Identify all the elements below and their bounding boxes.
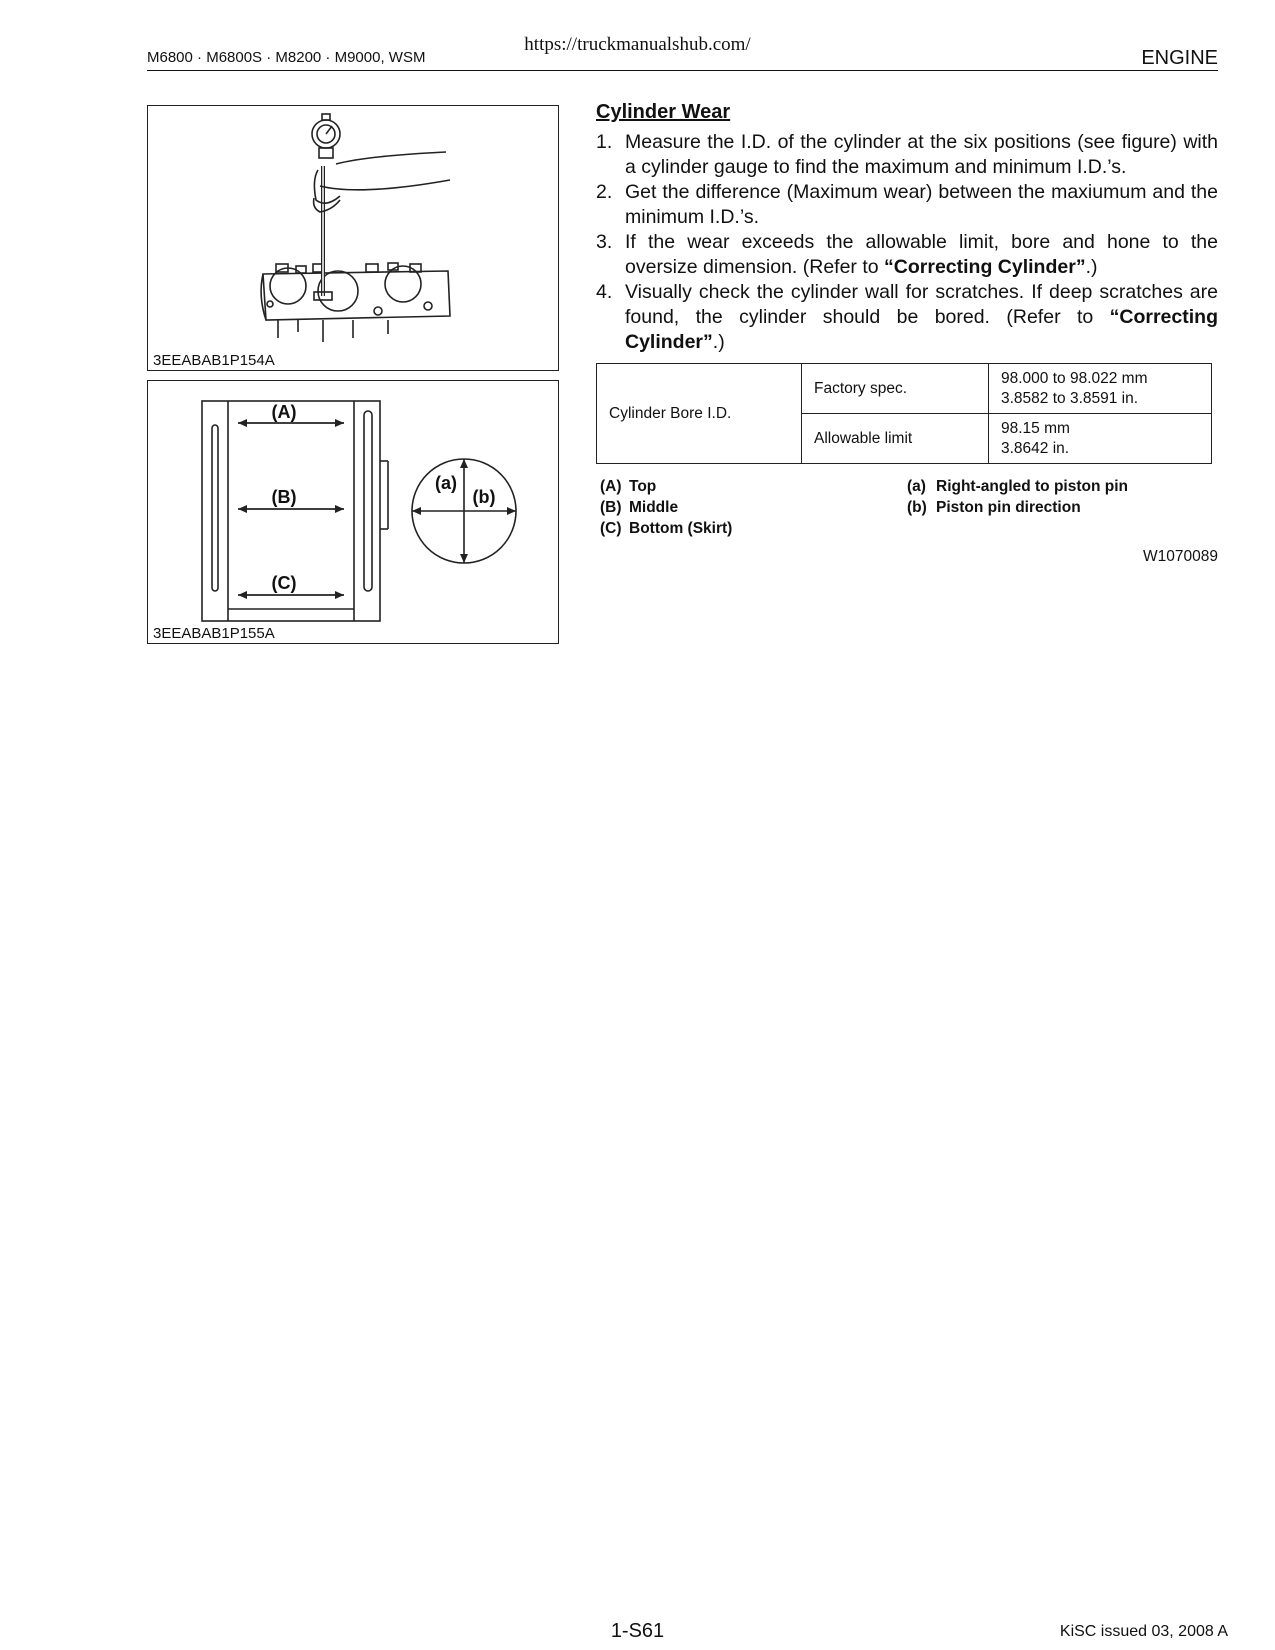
header-rule: [147, 70, 1218, 71]
document-code: W1070089: [1143, 548, 1218, 565]
figure-cylinder-gauge: [147, 105, 559, 371]
spec-value-mm: 98.000 to 98.022 mm: [1001, 369, 1148, 387]
label-position-c: (C): [271, 573, 297, 593]
legend-directions: [907, 476, 1128, 518]
spec-value-in: 3.8582 to 3.8591 in.: [1001, 389, 1139, 407]
legend-key: (b): [907, 499, 927, 516]
cylinder-gauge-illustration: [148, 106, 558, 370]
spec-label-limit: Allowable limit: [802, 414, 989, 464]
section-heading: Cylinder Wear: [596, 101, 731, 123]
spec-value-in: 3.8642 in.: [1001, 439, 1070, 457]
legend-positions: [600, 476, 732, 539]
legend-text: Bottom (Skirt): [629, 520, 733, 537]
legend-key: (C): [600, 520, 622, 537]
page-number: 1-S61: [610, 1620, 665, 1642]
step-text: Get the difference (Maximum wear) between the maxiumum and the minimum I.D.’s.: [625, 181, 1218, 228]
step-text: Visually check the cylinder wall for scratches. If deep scratches are found, the cylinder should be bored. (Refer to: [625, 281, 1218, 328]
figure-caption: 3EEABAB1P154A: [153, 352, 275, 369]
step-text-tail: .): [1085, 256, 1098, 278]
legend-item: [907, 497, 1128, 518]
procedure-step: [596, 280, 1218, 355]
legend-text: Right-angled to piston pin: [936, 478, 1128, 495]
legend-key: (a): [907, 478, 926, 495]
figure-caption: 3EEABAB1P155A: [153, 625, 275, 642]
legend-key: (A): [600, 478, 622, 495]
spec-item: Cylinder Bore I.D.: [597, 364, 802, 464]
legend-item: [600, 518, 732, 539]
spec-value-factory: [989, 364, 1212, 414]
figure-measurement-positions: [147, 380, 559, 644]
step-number: 1.: [596, 131, 613, 153]
step-text: Measure the I.D. of the cylinder at the six positions (see figure) with a cylinder gauge to find the maximum and minimum I.D.’s.: [625, 131, 1218, 178]
procedure-step: [596, 130, 1218, 180]
section-title: ENGINE: [1141, 47, 1218, 69]
manual-models: M6800 · M6800S · M8200 · M9000, WSM: [147, 49, 426, 66]
step-text-tail: .): [712, 331, 725, 353]
step-text: If the wear exceeds the allowable limit, bore and hone to the oversize dimension. (Refer to: [625, 231, 1218, 278]
legend-text: Middle: [629, 499, 679, 516]
step-number: 2.: [596, 181, 613, 203]
label-direction-a: (a): [435, 473, 457, 493]
procedure-step: [596, 180, 1218, 230]
legend-text: Top: [629, 478, 657, 495]
source-url: https://truckmanualshub.com/: [524, 34, 751, 55]
spec-value-mm: 98.15 mm: [1001, 419, 1070, 437]
legend-item: [907, 476, 1128, 497]
label-direction-b: (b): [472, 487, 496, 507]
legend-item: [600, 476, 732, 497]
label-position-b: (B): [271, 487, 297, 507]
legend-key: (B): [600, 499, 622, 516]
label-position-a: (A): [271, 402, 297, 422]
measurement-positions-diagram: [148, 381, 558, 643]
spec-label-factory: Factory spec.: [802, 364, 989, 414]
step-number: 3.: [596, 231, 613, 253]
legend-item: [600, 497, 732, 518]
procedure-steps: [596, 130, 1218, 355]
procedure-step: [596, 230, 1218, 280]
spec-value-limit: [989, 414, 1212, 464]
step-number: 4.: [596, 281, 613, 303]
legend-text: Piston pin direction: [936, 499, 1081, 516]
spec-table: [596, 363, 1212, 464]
step-reference: “Correcting Cylinder”: [625, 306, 1218, 353]
step-reference: “Correcting Cylinder”: [884, 256, 1086, 278]
issue-note: KiSC issued 03, 2008 A: [1059, 1623, 1228, 1640]
